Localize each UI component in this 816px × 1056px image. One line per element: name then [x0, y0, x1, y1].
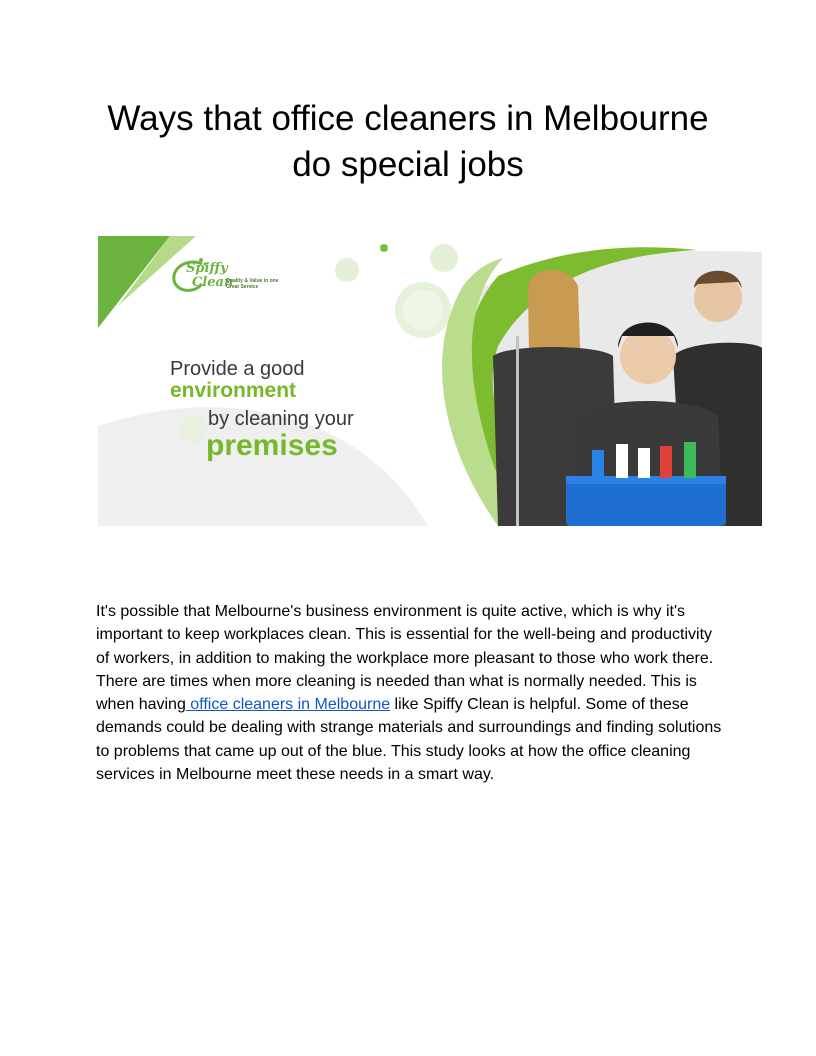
document-body: [96, 600, 726, 786]
slogan-line4: premises: [206, 429, 338, 462]
logo-tagline: [226, 278, 286, 290]
paragraph-1: It's possible that Melbourne's business environment is quite active, which is why it's important to keep workplaces clean. This is essential for the well-being and productivity of workers, in addition to making the workplace more pleasant to those who work there.: [96, 603, 714, 667]
paragraph-2-text-before-link: There are times when more cleaning is needed than what is normally needed. This is when having: [96, 672, 697, 714]
document-title-line2: do special jobs: [292, 145, 524, 184]
logo-name-line2: Clean: [192, 275, 234, 290]
slogan-line3: by cleaning your: [208, 408, 354, 430]
promo-banner-image: [98, 236, 762, 526]
slogan-line1: Provide a good: [170, 358, 305, 380]
document-title-line1: Ways that office cleaners in Melbourne: [107, 99, 709, 138]
office-cleaners-melbourne-link[interactable]: office cleaners in Melbourne: [185, 696, 391, 714]
paragraph-2-text-after-link: like Spiffy Clean is helpful. Some of these demands could be dealing with strange materials and surroundings and finding solutions to problems that came up out of the blue. This study looks at how the office cleaning services in Melbourne meet these needs in a smart way.: [96, 696, 722, 784]
paragraph-2: [96, 670, 726, 786]
logo-name-line1: Spiffy: [186, 261, 228, 276]
slogan-line2: environment: [170, 379, 297, 402]
logo-tagline-line2: Great Service: [226, 284, 259, 290]
banner-slogan: [170, 358, 354, 462]
logo-tagline-line1: Quality & Value in one: [226, 278, 279, 284]
document-title: [60, 96, 756, 188]
